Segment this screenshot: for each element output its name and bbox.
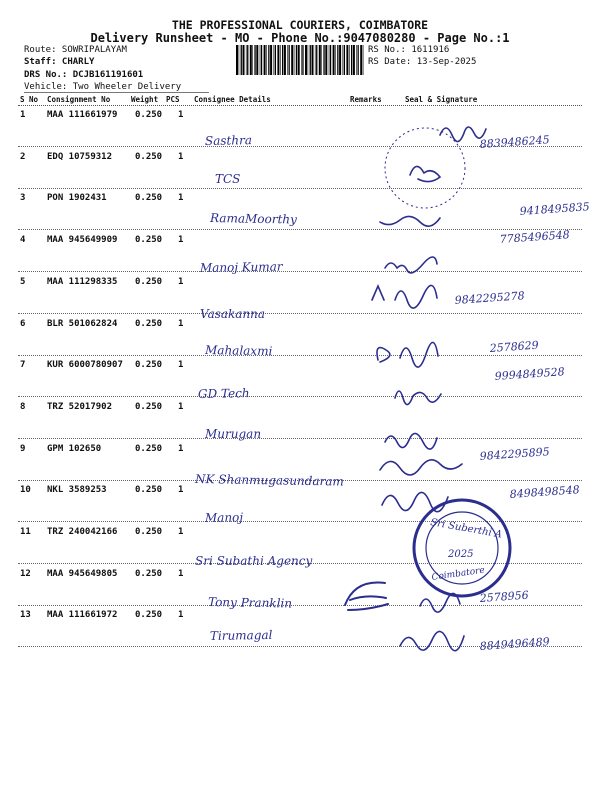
- row-weight: 0.250: [135, 193, 163, 204]
- row-divider: [18, 563, 582, 564]
- stamp-text-center: 2025: [448, 549, 474, 560]
- row-sno: 8: [20, 401, 26, 412]
- handwritten-consignee: Sasthra: [204, 133, 253, 148]
- handwritten-phone: 9994849528: [494, 365, 566, 383]
- row-consignment: MAA 111298335: [47, 276, 118, 287]
- row-pcs: 1: [178, 443, 184, 454]
- row-divider: [18, 438, 582, 439]
- rs-number: RS No.: 1611916: [368, 45, 450, 55]
- row-divider: [18, 646, 582, 647]
- runsheet-subtitle: Delivery Runsheet - MO - Phone No.:9047080280 - Page No.:1: [90, 31, 510, 45]
- stamp-text-top: Sri Suberthi A: [429, 517, 503, 541]
- col-sno: S No: [20, 95, 39, 104]
- col-seal: Seal & Signature: [405, 95, 478, 104]
- col-consignee: Consignee Details: [194, 95, 271, 104]
- row-pcs: 1: [178, 318, 184, 329]
- row-sno: 7: [20, 360, 26, 371]
- drs-number: DRS No.: DCJB161191601: [24, 70, 144, 80]
- row-divider: [18, 313, 582, 314]
- row-consignment: GPM 102650: [47, 443, 102, 454]
- row-weight: 0.250: [135, 276, 163, 287]
- row-sno: 3: [20, 193, 26, 204]
- row-divider: [18, 188, 582, 189]
- route-label: Route: SOWRIPALAYAM: [24, 45, 127, 55]
- vehicle-label: Vehicle: Two Wheeler Delivery: [24, 82, 209, 93]
- company-title: THE PROFESSIONAL COURIERS, COIMBATORE: [171, 18, 429, 32]
- row-sno: 2: [20, 151, 26, 162]
- row-consignment: MAA 111661972: [47, 610, 118, 621]
- handwritten-consignee: RamaMoorthy: [209, 211, 297, 227]
- row-weight: 0.250: [135, 235, 163, 246]
- row-weight: 0.250: [135, 318, 163, 329]
- staff-label: Staff: CHARLY: [24, 57, 95, 67]
- row-consignment: MAA 945649805: [47, 568, 118, 579]
- handwritten-consignee: GD Tech: [197, 386, 250, 401]
- row-consignment: NKL 3589253: [47, 485, 107, 496]
- row-sno: 6: [20, 318, 26, 329]
- table-row: [0, 610, 600, 652]
- row-pcs: 1: [178, 360, 184, 371]
- row-pcs: 1: [178, 568, 184, 579]
- table-row: [0, 235, 600, 277]
- row-pcs: 1: [178, 276, 184, 287]
- handwritten-consignee: NK Shanmugasundaram: [194, 472, 344, 489]
- col-consignment: Consignment No: [47, 95, 111, 104]
- row-sno: 9: [20, 443, 26, 454]
- row-divider: [18, 146, 582, 147]
- stamp-text-bottom: Coimbatore: [431, 565, 486, 583]
- row-sno: 12: [20, 568, 31, 579]
- rs-date: RS Date: 13-Sep-2025: [368, 57, 477, 67]
- row-pcs: 1: [178, 110, 184, 120]
- handwritten-consignee: TCS: [215, 172, 241, 186]
- row-consignment: TRZ 240042166: [47, 527, 118, 537]
- row-weight: 0.250: [135, 401, 163, 412]
- row-divider: [18, 521, 582, 522]
- table-row: [0, 152, 600, 194]
- table-row: [0, 527, 600, 569]
- handwritten-phone: 2578956: [479, 588, 530, 605]
- handwritten-consignee: Vasakanna: [200, 307, 266, 321]
- header-divider: [18, 105, 582, 106]
- row-divider: [18, 480, 582, 481]
- row-pcs: 1: [178, 151, 184, 162]
- table-row: [0, 360, 600, 402]
- row-sno: 5: [20, 276, 26, 287]
- row-consignment: MAA 111661979: [47, 110, 118, 120]
- handwritten-consignee: Manoj Kumar: [199, 259, 283, 275]
- table-row: [0, 277, 600, 319]
- row-weight: 0.250: [135, 151, 163, 162]
- table-row: [0, 444, 600, 486]
- row-consignment: KUR 6000780907: [47, 360, 123, 371]
- handwritten-phone: 8839486245: [479, 133, 551, 151]
- row-weight: 0.250: [135, 527, 163, 537]
- row-consignment: MAA 945649909: [47, 235, 118, 246]
- row-sno: 13: [20, 610, 31, 621]
- row-weight: 0.250: [135, 110, 163, 120]
- handwritten-phone: 9842295278: [454, 289, 526, 307]
- table-row: [0, 402, 600, 444]
- row-divider: [18, 396, 582, 397]
- handwritten-phone: 9842295895: [479, 445, 551, 463]
- row-pcs: 1: [178, 485, 184, 496]
- row-pcs: 1: [178, 610, 184, 621]
- row-weight: 0.250: [135, 568, 163, 579]
- row-pcs: 1: [178, 401, 184, 412]
- handwritten-consignee: Murugan: [205, 427, 262, 441]
- row-divider: [18, 229, 582, 230]
- row-consignment: PON 1902431: [47, 193, 107, 204]
- col-weight: Weight: [131, 95, 159, 104]
- row-consignment: BLR 501062824: [47, 318, 118, 329]
- table-row: [0, 110, 600, 152]
- row-weight: 0.250: [135, 485, 163, 496]
- row-weight: 0.250: [135, 610, 163, 621]
- handwritten-phone: 9418495835: [519, 200, 591, 218]
- row-sno: 1: [20, 110, 26, 120]
- row-consignment: TRZ 52017902: [47, 401, 113, 412]
- table-row: [0, 193, 600, 235]
- row-weight: 0.250: [135, 360, 163, 371]
- handwritten-phone: 8849496489: [479, 635, 551, 653]
- handwritten-consignee: Sri Subathi Agency: [195, 554, 313, 568]
- table-row: [0, 569, 600, 611]
- row-sno: 4: [20, 235, 26, 246]
- row-sno: 11: [20, 527, 31, 537]
- handwritten-consignee: Mahalaxmi: [204, 343, 273, 359]
- row-divider: [18, 355, 582, 356]
- handwritten-consignee: Manoj: [204, 510, 244, 525]
- handwritten-phone: 8498498548: [509, 483, 581, 501]
- handwritten-consignee: Tony Pranklin: [207, 595, 293, 611]
- row-pcs: 1: [178, 193, 184, 204]
- row-weight: 0.250: [135, 443, 163, 454]
- row-pcs: 1: [178, 527, 184, 537]
- handwritten-phone: 2578629: [489, 338, 540, 355]
- handwritten-phone: 7785496548: [499, 228, 571, 246]
- table-row: [0, 485, 600, 527]
- table-row: [0, 319, 600, 361]
- barcode-image: [236, 45, 364, 75]
- row-consignment: EDQ 10759312: [47, 151, 113, 162]
- handwritten-consignee: Tirumagal: [209, 627, 273, 643]
- col-pcs: PCS: [166, 95, 180, 104]
- row-divider: [18, 271, 582, 272]
- col-remarks: Remarks: [350, 95, 382, 104]
- row-pcs: 1: [178, 235, 184, 246]
- row-sno: 10: [20, 485, 31, 496]
- row-divider: [18, 605, 582, 606]
